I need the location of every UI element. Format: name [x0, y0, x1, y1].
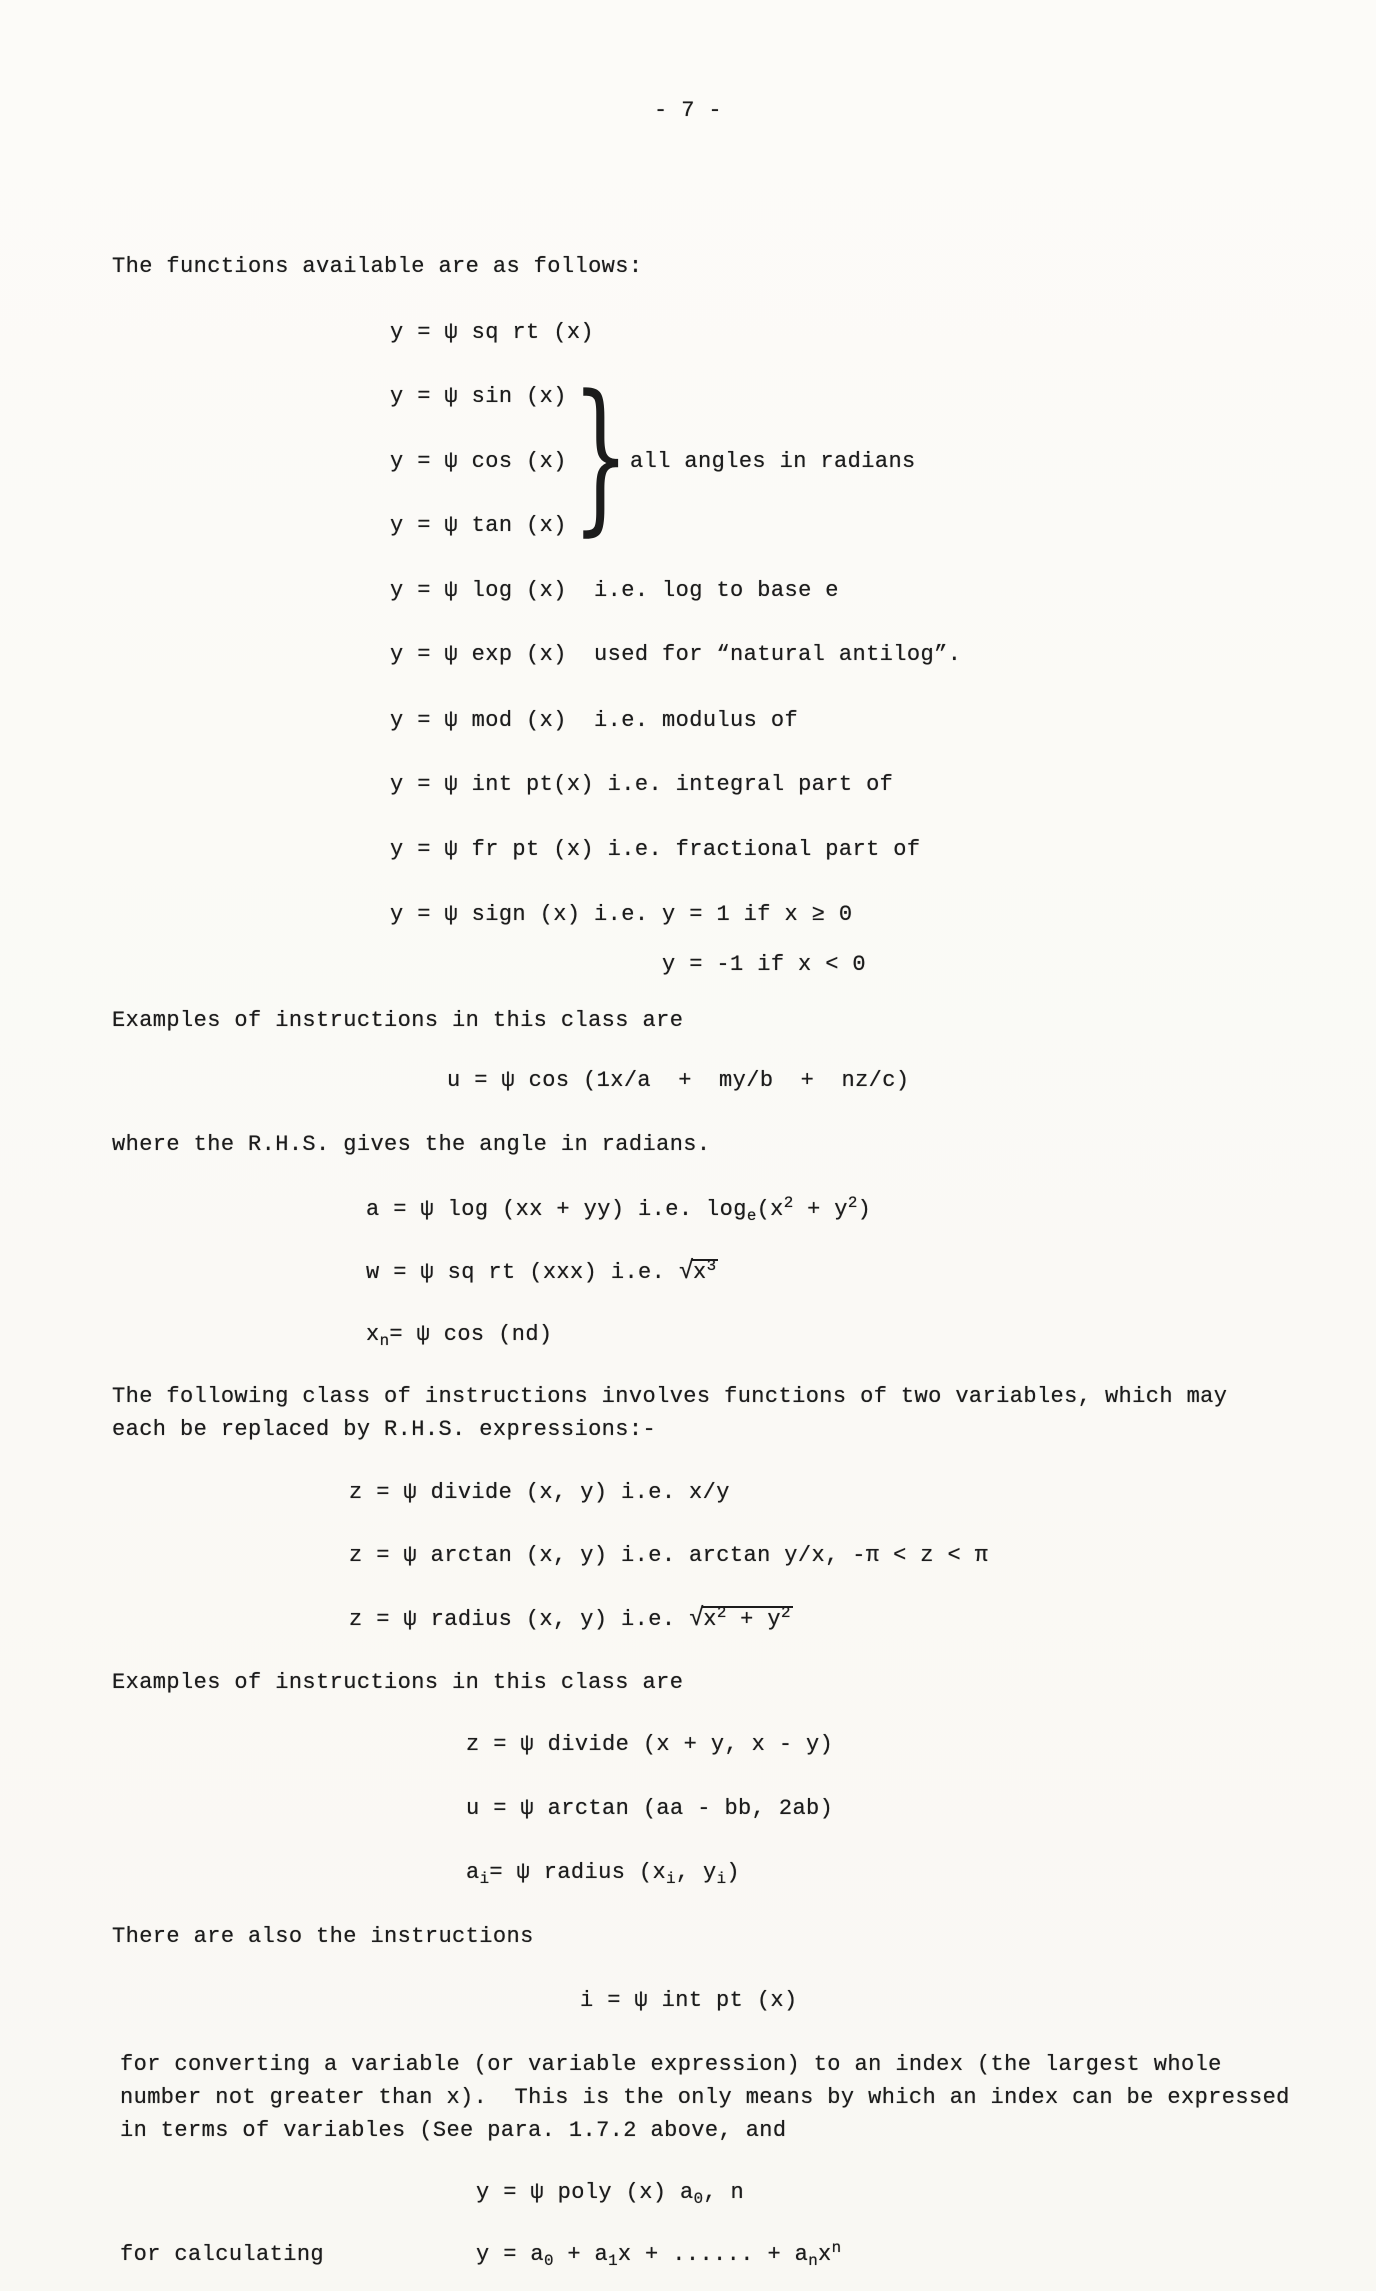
- eq-segment-text: x: [366, 1322, 380, 1347]
- eq-mod: y = ψ mod (x) i.e. modulus of: [390, 708, 799, 733]
- eq-segment-text: a: [466, 1860, 480, 1885]
- eq-segment-sup: n: [831, 2239, 842, 2258]
- class2-paragraph-1: The following class of instructions involves functions of two variables, which may: [112, 1384, 1228, 1409]
- eq-segment-sub: i: [716, 1870, 727, 1889]
- eq-segment-sub: i: [479, 1870, 490, 1889]
- convert-paragraph-1: for converting a variable (or variable expression) to an index (the largest whole: [120, 2052, 1222, 2077]
- eq-segment-rad: [692, 1259, 718, 1285]
- convert-paragraph-2: number not greater than x). This is the only means by which an index can be expressed: [120, 2085, 1290, 2110]
- eq-xn-cos: [366, 1320, 553, 1350]
- eq-polynomial: [476, 2240, 841, 2270]
- examples-1: Examples of instructions in this class are: [112, 1008, 684, 1033]
- eq-segment-text: x: [817, 2242, 832, 2267]
- examples-2: Examples of instructions in this class are: [112, 1670, 684, 1695]
- eq-segment-sup: 2: [847, 1194, 858, 1213]
- eq-segment-text: (x: [756, 1197, 784, 1222]
- eq-arctan-example: u = ψ arctan (aa - bb, 2ab): [466, 1796, 834, 1821]
- eq-segment-sup: 2: [780, 1604, 791, 1623]
- eq-radius: [349, 1604, 793, 1635]
- eq-log: y = ψ log (x) i.e. log to base e: [390, 578, 839, 603]
- eq-segment-text: a = ψ log (xx + yy) i.e. log: [366, 1197, 747, 1222]
- eq-int-pt: y = ψ int pt(x) i.e. integral part of: [390, 772, 894, 797]
- eq-segment-text: ): [857, 1197, 872, 1222]
- eq-segment-text: x: [703, 1607, 717, 1632]
- calculating-label: for calculating: [120, 2242, 325, 2267]
- where-paragraph: where the R.H.S. gives the angle in radians.: [112, 1132, 711, 1157]
- eq-segment-sub: n: [379, 1332, 390, 1351]
- eq-segment-text: + a: [553, 2242, 609, 2267]
- eq-segment-text: = ψ radius (x: [489, 1860, 667, 1885]
- eq-segment-sup: 2: [783, 1194, 794, 1213]
- brace-icon: }: [572, 360, 630, 551]
- eq-sign: y = ψ sign (x) i.e. y = 1 if x ≥ 0: [390, 902, 853, 927]
- eq-i-int-pt: i = ψ int pt (x): [580, 1988, 798, 2013]
- eq-segment-sub: 0: [693, 2190, 704, 2209]
- intro-paragraph: The functions available are as follows:: [112, 254, 643, 279]
- eq-divide-example: z = ψ divide (x + y, x - y): [466, 1732, 834, 1757]
- eq-segment-rt: √: [689, 1604, 705, 1633]
- also-paragraph: There are also the instructions: [112, 1924, 534, 1949]
- eq-arctan: z = ψ arctan (x, y) i.e. arctan y/x, -π < z < π: [349, 1543, 989, 1568]
- eq-segment-text: + y: [726, 1607, 781, 1632]
- eq-a-log: [366, 1195, 871, 1225]
- class2-paragraph-2: each be replaced by R.H.S. expressions:-: [112, 1417, 657, 1442]
- eq-sin: y = ψ sin (x): [390, 384, 567, 409]
- eq-u-cos: u = ψ cos (1x/a + my/b + nz/c): [447, 1068, 910, 1093]
- eq-segment-rad: [702, 1606, 792, 1632]
- eq-segment-sup: 2: [716, 1604, 727, 1623]
- eq-cos: y = ψ cos (x): [390, 449, 567, 474]
- eq-segment-sub: n: [808, 2252, 818, 2271]
- eq-segment-text: ): [726, 1860, 740, 1885]
- eq-poly: [476, 2178, 744, 2208]
- eq-sqrt: y = ψ sq rt (x): [390, 320, 595, 345]
- eq-segment-sub: i: [666, 1870, 676, 1889]
- eq-segment-rt: √: [678, 1257, 695, 1286]
- page-number: - 7 -: [653, 98, 722, 123]
- eq-segment-text: y = ψ poly (x) a: [476, 2180, 694, 2205]
- eq-segment-text: x: [693, 1260, 707, 1285]
- eq-radius-example: [466, 1858, 740, 1888]
- eq-exp: y = ψ exp (x) used for “natural antilog”.: [390, 642, 962, 667]
- eq-segment-text: z = ψ radius (x, y) i.e.: [349, 1607, 690, 1632]
- eq-divide: z = ψ divide (x, y) i.e. x/y: [349, 1480, 730, 1505]
- eq-segment-text: = ψ cos (nd): [389, 1322, 553, 1347]
- eq-w-sqrt: [366, 1257, 718, 1288]
- convert-paragraph-3: in terms of variables (See para. 1.7.2 above, and: [120, 2118, 787, 2143]
- eq-fr-pt: y = ψ fr pt (x) i.e. fractional part of: [390, 837, 921, 862]
- eq-segment-sub: 0: [544, 2252, 554, 2271]
- eq-segment-sub: e: [746, 1207, 757, 1226]
- eq-segment-sub: 1: [608, 2252, 618, 2271]
- radians-note: all angles in radians: [630, 449, 916, 474]
- eq-segment-text: x + ...... + a: [617, 2242, 809, 2267]
- eq-segment-text: , n: [703, 2180, 745, 2205]
- eq-segment-text: y = a: [476, 2242, 545, 2267]
- eq-sign-2: y = -1 if x < 0: [662, 952, 867, 977]
- eq-segment-sup: 3: [706, 1257, 717, 1276]
- eq-segment-text: , y: [675, 1860, 717, 1885]
- eq-tan: y = ψ tan (x): [390, 513, 567, 538]
- eq-segment-text: w = ψ sq rt (xxx) i.e.: [366, 1260, 679, 1285]
- eq-segment-text: + y: [793, 1197, 848, 1222]
